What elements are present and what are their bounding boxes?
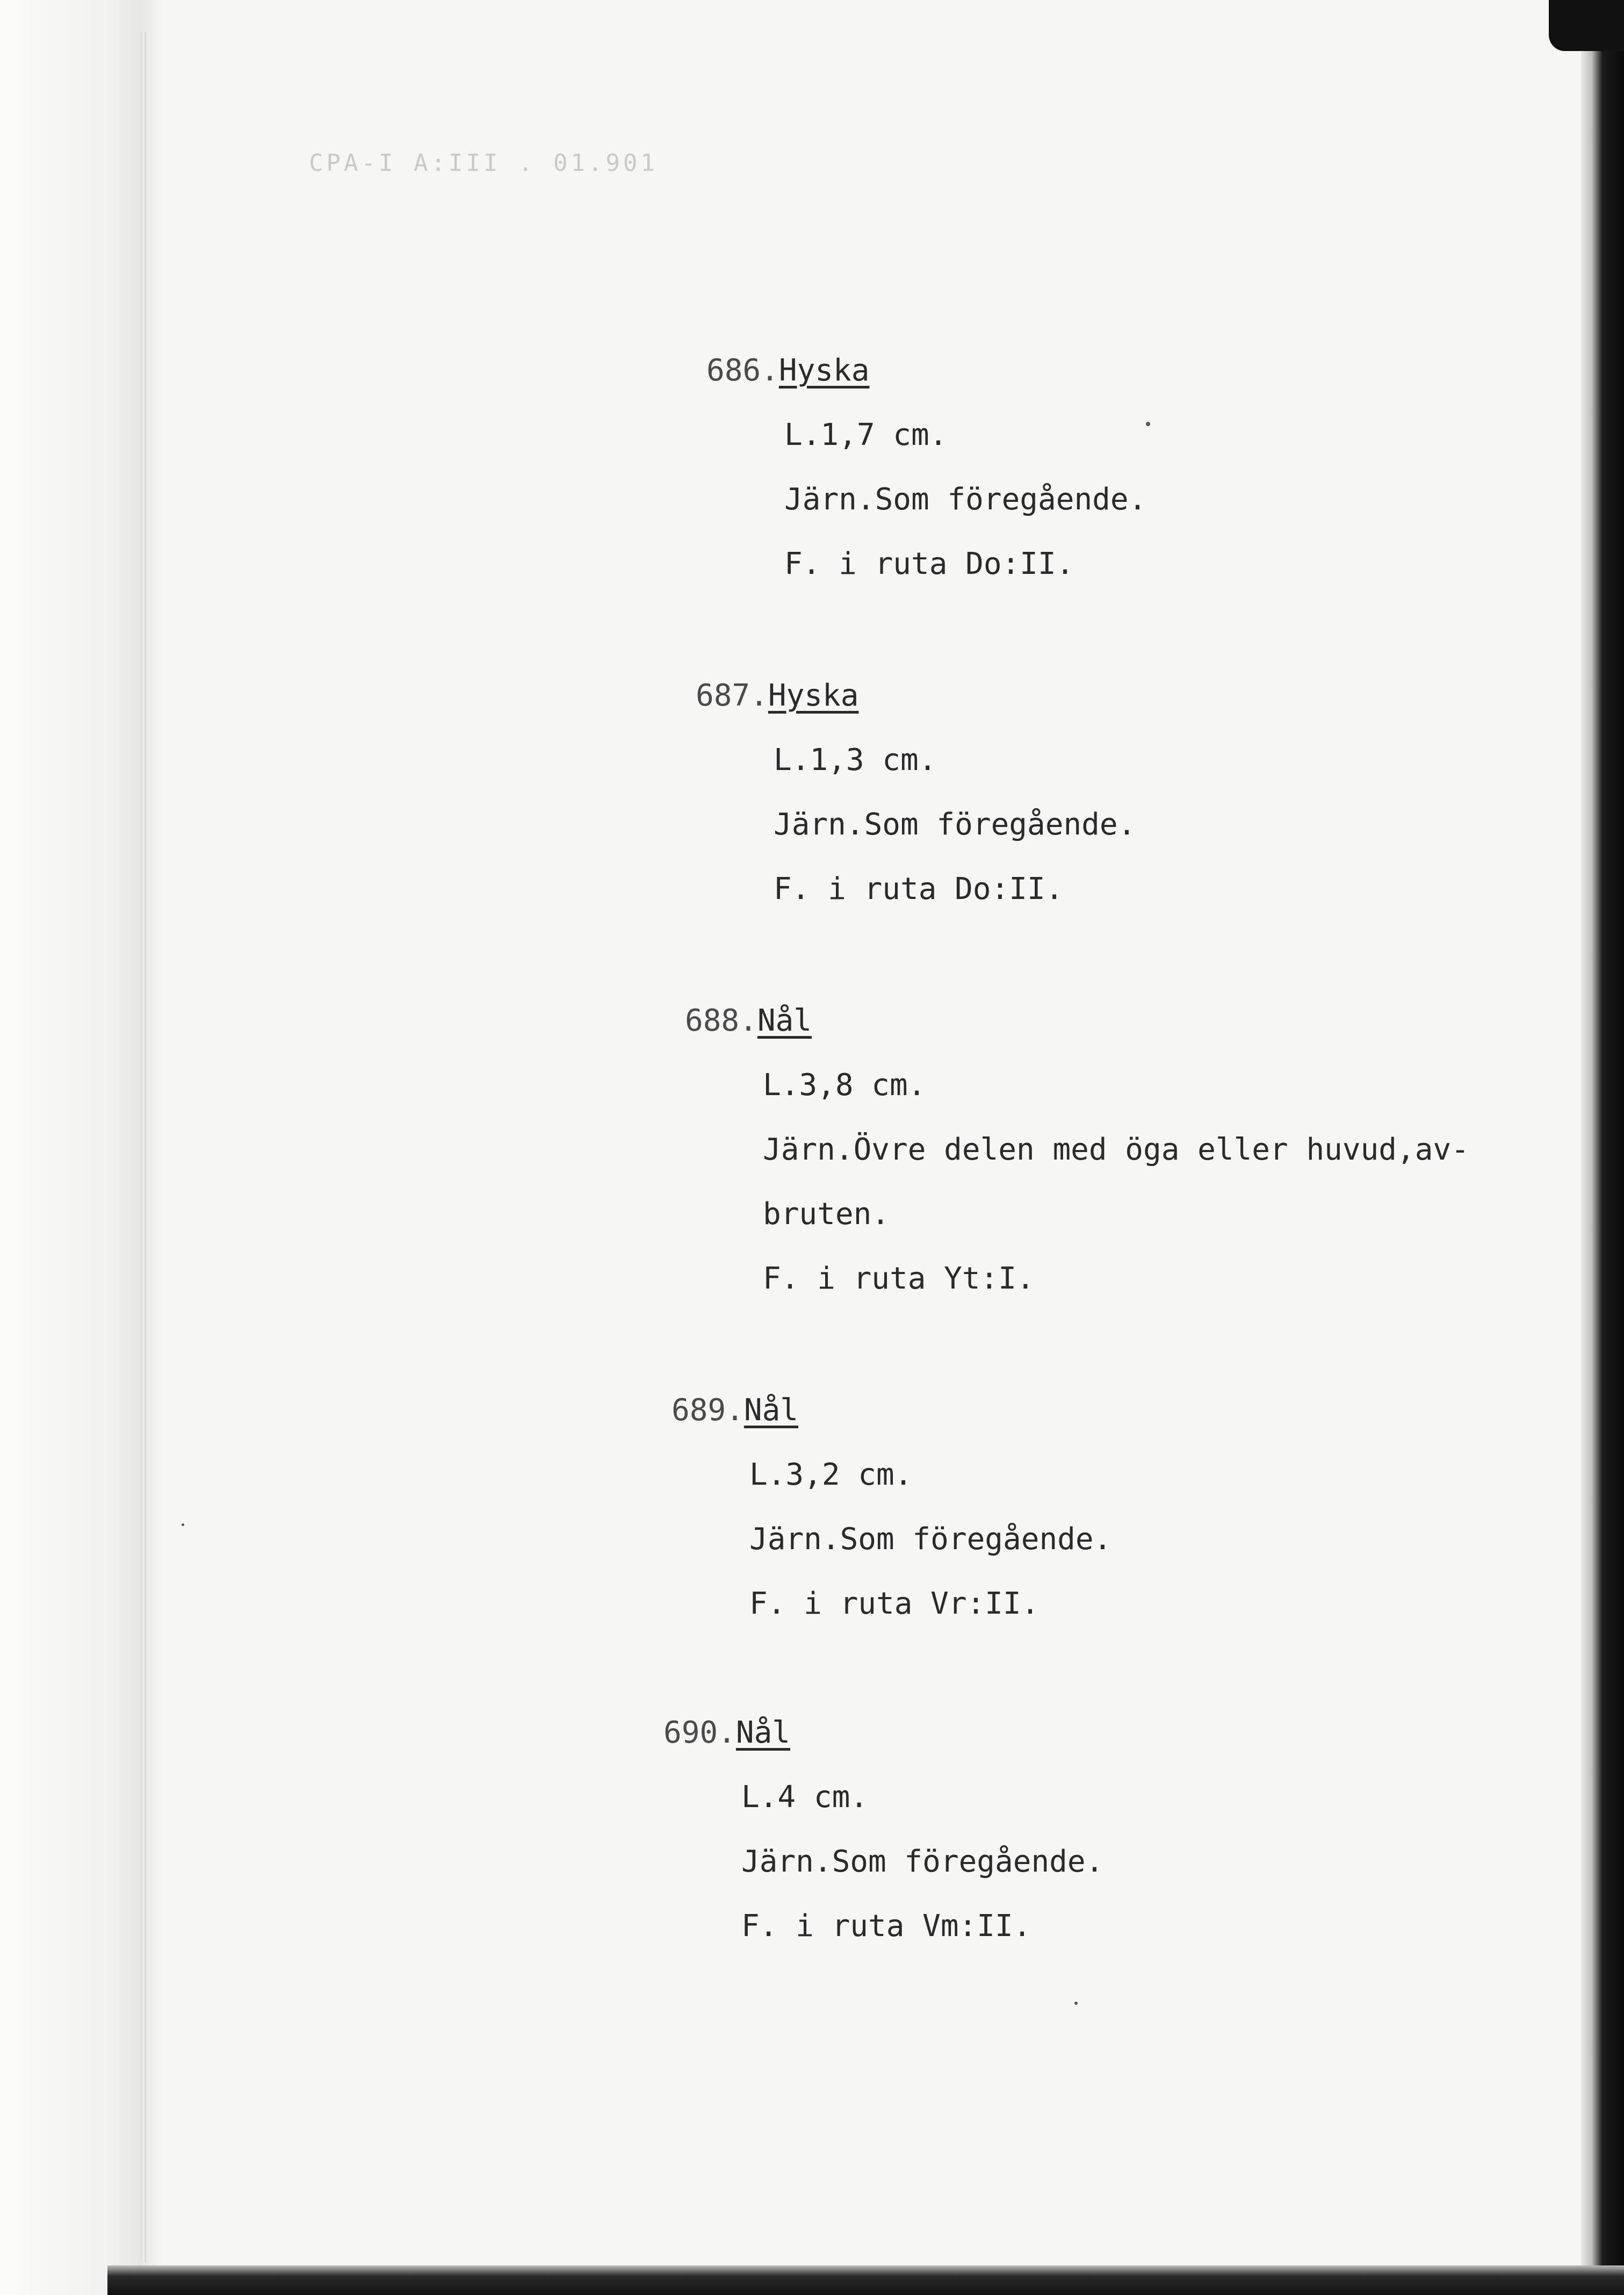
entry-title: [696, 680, 1136, 712]
entry-description: Järn.Som föregående.: [749, 1522, 1112, 1557]
faint-header-mark: CPA-I A:III . 01.901: [309, 149, 658, 177]
entry-description: Järn.Som föregående.: [741, 1844, 1104, 1879]
entry-find-location: F. i ruta Do:II.: [774, 872, 1064, 907]
entry-body: [763, 1069, 1469, 1295]
entry-number: 688.: [685, 1003, 757, 1038]
entry-body: [774, 744, 1136, 905]
entry-number: 690.: [663, 1715, 736, 1750]
entry-length: L.1,7 cm.: [784, 418, 948, 452]
entry-description: Järn.Som föregående.: [774, 807, 1136, 842]
ink-speck: [1074, 2002, 1078, 2005]
entry-title: [672, 1394, 1111, 1427]
entry-description: Järn.Som föregående.: [784, 482, 1147, 517]
entry-number: 689.: [672, 1393, 744, 1428]
entry-length: L.3,2 cm.: [749, 1457, 913, 1492]
binding-edge: [141, 32, 146, 2262]
entry-find-location: F. i ruta Vr:II.: [749, 1586, 1040, 1621]
ink-speck: [1146, 422, 1150, 426]
entry-name: Nål: [744, 1393, 799, 1428]
entry-body: [784, 419, 1146, 580]
entry-find-location: F. i ruta Vm:II.: [741, 1909, 1031, 1944]
entry-name: Hyska: [768, 678, 859, 713]
entry-length: L.1,3 cm.: [774, 743, 937, 778]
catalog-entry: [685, 1005, 1469, 1295]
page-right-edge: [1581, 0, 1624, 2295]
binding-shadow: [0, 0, 161, 2295]
entry-title: [663, 1717, 1103, 1749]
entry-length: L.4 cm.: [741, 1780, 869, 1815]
entry-name: Hyska: [778, 353, 870, 388]
entry-name: Nål: [757, 1003, 812, 1038]
catalog-entry: [672, 1394, 1111, 1620]
entry-number: 686.: [706, 353, 779, 388]
page-bottom-edge: [107, 2265, 1624, 2295]
entry-body: [749, 1459, 1111, 1620]
entry-title: [706, 355, 1146, 387]
entry-length: L.3,8 cm.: [763, 1068, 926, 1103]
catalog-entry: [706, 355, 1146, 580]
ink-speck: [182, 1523, 184, 1526]
entry-number: 687.: [696, 678, 768, 713]
entry-find-location: F. i ruta Do:II.: [784, 546, 1074, 581]
entry-name: Nål: [735, 1715, 791, 1750]
entry-find-location: F. i ruta Yt:I.: [763, 1261, 1035, 1296]
entry-description: Järn.Övre delen med öga eller huvud,av-: [763, 1132, 1469, 1167]
entry-title: [685, 1005, 1469, 1037]
entry-description-continued: bruten.: [763, 1197, 890, 1232]
corner-tab: [1549, 0, 1624, 51]
catalog-entry: [663, 1717, 1103, 1943]
entry-body: [741, 1781, 1103, 1943]
catalog-entry: [696, 680, 1136, 905]
